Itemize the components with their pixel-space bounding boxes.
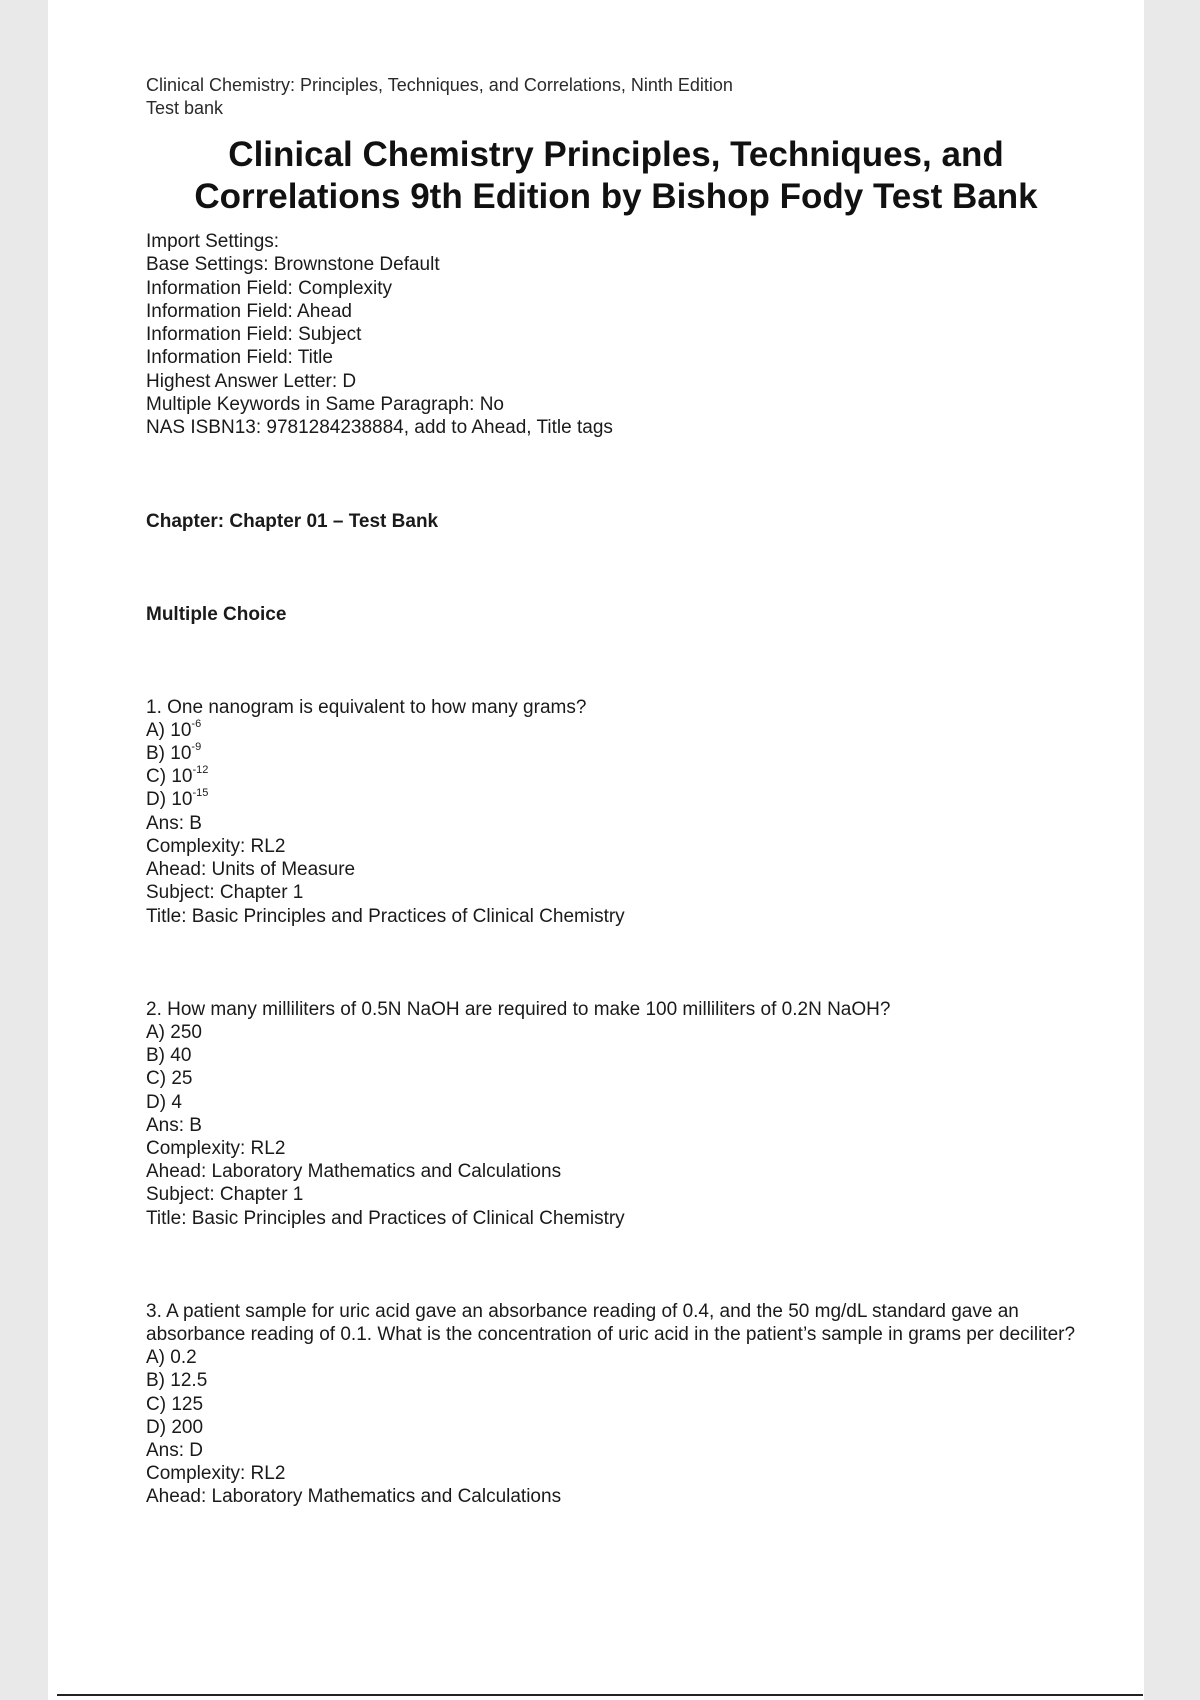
answer-line: Ans: B bbox=[146, 1114, 202, 1136]
option-exponent: -15 bbox=[192, 787, 209, 800]
complexity-line: Complexity: RL2 bbox=[146, 1463, 286, 1485]
chapter-heading: Chapter: Chapter 01 – Test Bank bbox=[146, 510, 439, 532]
question-stem: 2. How many milliliters of 0.5N NaOH are required to make 100 milliliters of 0.2N NaOH? bbox=[146, 998, 891, 1020]
import-settings bbox=[146, 230, 1086, 440]
option-exponent: -9 bbox=[191, 740, 202, 753]
document-title-line-2: Correlations 9th Edition by Bishop Fody Test Bank bbox=[194, 177, 1038, 216]
option-label: B) 10 bbox=[146, 743, 192, 765]
option-label: C) 10 bbox=[146, 766, 193, 788]
setting-field-subject: Information Field: Subject bbox=[146, 324, 362, 346]
ahead-line: Ahead: Laboratory Mathematics and Calculations bbox=[146, 1161, 562, 1183]
question-3 bbox=[146, 1300, 1086, 1509]
option-c bbox=[146, 765, 1086, 788]
option-d: D) 200 bbox=[146, 1416, 204, 1438]
book-subheader-line: Test bank bbox=[146, 98, 224, 118]
title-line: Title: Basic Principles and Practices of Clinical Chemistry bbox=[146, 905, 625, 927]
setting-base: Base Settings: Brownstone Default bbox=[146, 254, 440, 276]
page-content bbox=[146, 74, 1086, 1509]
document-page bbox=[48, 0, 1144, 1700]
complexity-line: Complexity: RL2 bbox=[146, 835, 286, 857]
option-b: B) 40 bbox=[146, 1045, 192, 1067]
setting-field-ahead: Information Field: Ahead bbox=[146, 300, 352, 322]
title-line: Title: Basic Principles and Practices of Clinical Chemistry bbox=[146, 1207, 625, 1229]
option-b bbox=[146, 742, 1086, 765]
document-title bbox=[146, 134, 1086, 218]
setting-field-title: Information Field: Title bbox=[146, 347, 333, 369]
option-label: D) 10 bbox=[146, 789, 193, 811]
document-title-line-1: Clinical Chemistry Principles, Techniques, and bbox=[228, 135, 1004, 174]
book-header-line: Clinical Chemistry: Principles, Techniques, and Correlations, Ninth Edition bbox=[146, 75, 733, 95]
setting-field-complexity: Information Field: Complexity bbox=[146, 277, 393, 299]
section-heading-multiple-choice: Multiple Choice bbox=[146, 603, 287, 625]
setting-multiple-keywords: Multiple Keywords in Same Paragraph: No bbox=[146, 394, 505, 416]
question-1 bbox=[146, 696, 1086, 928]
page-bottom-rule bbox=[57, 1694, 1143, 1696]
subject-line: Subject: Chapter 1 bbox=[146, 1184, 304, 1206]
option-label: A) 10 bbox=[146, 719, 192, 741]
option-d bbox=[146, 788, 1086, 811]
import-settings-heading: Import Settings: bbox=[146, 231, 280, 252]
answer-line: Ans: D bbox=[146, 1439, 204, 1461]
subject-line: Subject: Chapter 1 bbox=[146, 882, 304, 904]
complexity-line: Complexity: RL2 bbox=[146, 1137, 286, 1159]
option-a: A) 250 bbox=[146, 1021, 202, 1043]
option-exponent: -12 bbox=[192, 763, 209, 776]
option-exponent: -6 bbox=[191, 717, 202, 730]
option-b: B) 12.5 bbox=[146, 1370, 208, 1392]
question-list bbox=[146, 696, 1086, 1509]
setting-highest-answer: Highest Answer Letter: D bbox=[146, 370, 357, 392]
answer-line: Ans: B bbox=[146, 812, 202, 834]
question-stem: 3. A patient sample for uric acid gave an absorbance reading of 0.4, and the 50 mg/dL standard gave an absorbance reading of 0.1. What is the concentration of uric acid in the patient’s sample in grams per deciliter? bbox=[146, 1300, 1076, 1345]
option-c: C) 25 bbox=[146, 1068, 193, 1090]
ahead-line: Ahead: Laboratory Mathematics and Calculations bbox=[146, 1486, 562, 1508]
ahead-line: Ahead: Units of Measure bbox=[146, 859, 356, 881]
option-a: A) 0.2 bbox=[146, 1347, 197, 1369]
option-d: D) 4 bbox=[146, 1091, 182, 1113]
option-a bbox=[146, 719, 1086, 742]
question-stem: 1. One nanogram is equivalent to how many grams? bbox=[146, 696, 587, 718]
setting-isbn: NAS ISBN13: 9781284238884, add to Ahead, Title tags bbox=[146, 417, 613, 439]
question-2 bbox=[146, 998, 1086, 1230]
option-c: C) 125 bbox=[146, 1393, 204, 1415]
